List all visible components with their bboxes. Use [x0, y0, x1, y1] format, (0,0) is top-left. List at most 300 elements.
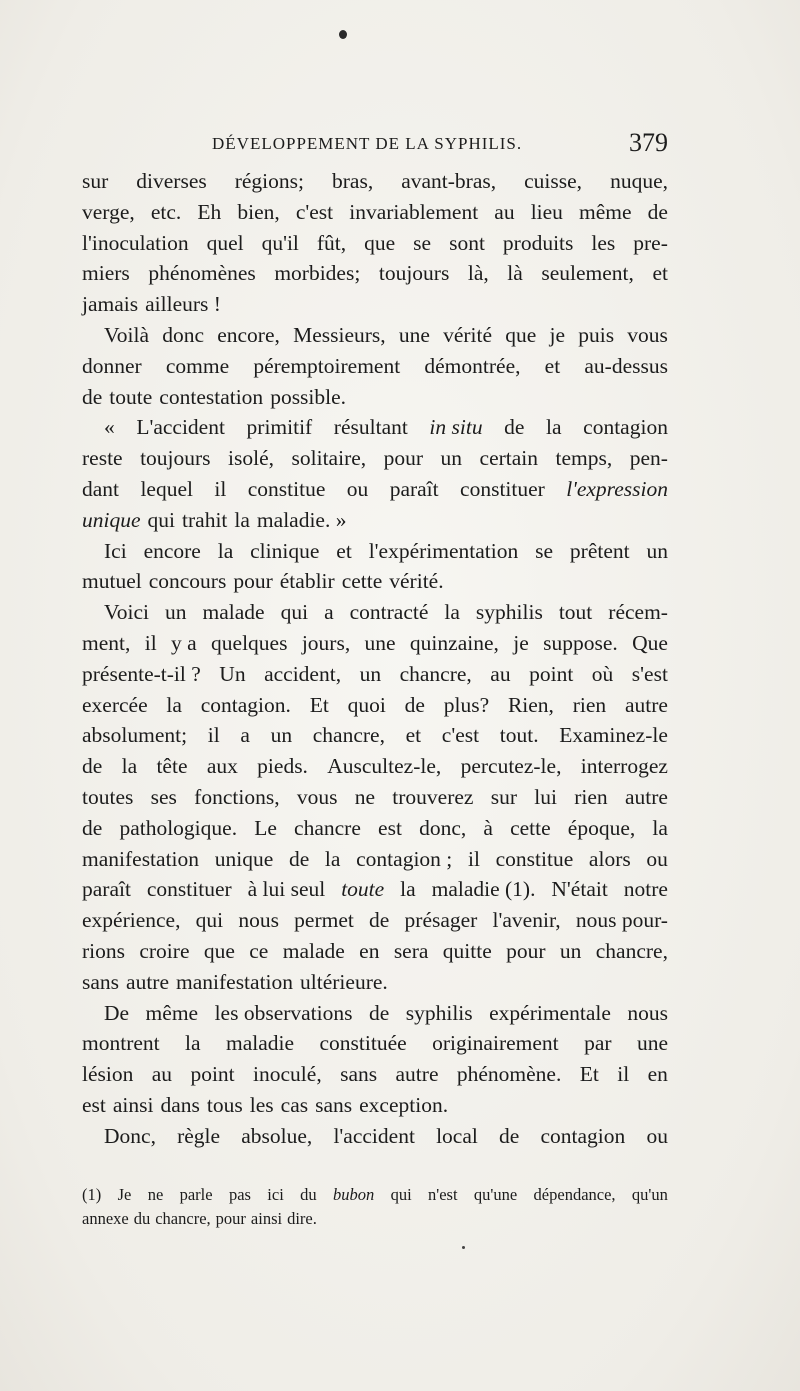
word: établir — [279, 569, 335, 594]
word: ainsi — [250, 1209, 283, 1228]
word: ainsi — [112, 1092, 154, 1117]
ink-dot — [339, 30, 347, 39]
word: démontrée, — [424, 353, 521, 378]
word: expérimentale — [489, 1000, 611, 1025]
word: L'accident — [136, 415, 225, 440]
word: primitif — [246, 415, 313, 440]
word: ultérieure. — [300, 969, 388, 994]
word: donner — [82, 353, 142, 378]
word: paraît — [82, 877, 131, 902]
word: qu'une — [473, 1185, 518, 1204]
word: trouverez — [392, 784, 474, 809]
body-line — [82, 1121, 668, 1152]
word: rions — [82, 938, 125, 963]
word: la — [400, 877, 416, 902]
word: certain — [479, 446, 539, 471]
word: concours — [148, 569, 227, 594]
word: quel — [206, 230, 244, 255]
word: là, — [467, 261, 489, 286]
footnote — [82, 1183, 668, 1231]
word: toute — [109, 384, 153, 409]
word: De — [104, 1000, 130, 1025]
word: exercée — [82, 692, 148, 717]
word: et — [544, 353, 561, 378]
word: qu'il — [261, 230, 299, 255]
word: possible. — [270, 384, 347, 409]
word: règle — [177, 1123, 221, 1148]
word: donc — [162, 322, 204, 347]
word: un — [359, 661, 382, 686]
word: autre — [126, 969, 169, 994]
word: et — [652, 261, 668, 286]
body-line — [82, 1090, 668, 1121]
word: contagion ; — [356, 846, 453, 871]
body-line — [82, 720, 668, 751]
word: « — [104, 415, 115, 440]
word: in situ — [429, 415, 483, 440]
word: c'est — [295, 199, 334, 224]
word: Voilà — [104, 322, 149, 347]
word: reste — [82, 446, 123, 471]
word: présente-t-il ? — [82, 661, 201, 686]
word: au — [494, 199, 515, 224]
word: aux — [206, 754, 238, 779]
word: dire. — [287, 1209, 317, 1228]
word: ou — [346, 476, 369, 501]
body-line — [82, 813, 668, 844]
word: l'accident — [333, 1123, 415, 1148]
body-line — [82, 258, 668, 289]
word: la — [546, 415, 562, 440]
word: point — [190, 1062, 235, 1087]
word: permet — [294, 908, 354, 933]
word: N'était — [551, 877, 608, 902]
word: la — [121, 754, 138, 779]
body-line — [82, 228, 668, 259]
word: phénomènes — [148, 261, 256, 286]
word: chancre, — [399, 661, 472, 686]
body-line — [82, 197, 668, 228]
word: fût, — [316, 230, 347, 255]
word: lésion — [82, 1062, 134, 1087]
word: l'avenir, — [492, 908, 561, 933]
body-line — [82, 412, 668, 443]
word: tête — [156, 754, 188, 779]
word: maladie (1). — [431, 877, 536, 902]
ink-speck — [462, 1246, 465, 1249]
word: de — [288, 846, 310, 871]
word: une — [398, 322, 430, 347]
word: exception. — [359, 1092, 449, 1117]
word: il — [617, 1062, 630, 1087]
word: malade — [202, 600, 265, 625]
body-line — [82, 782, 668, 813]
word: fonctions, — [194, 784, 280, 809]
body-line — [82, 166, 668, 197]
word: verge, — [82, 199, 135, 224]
word: bras, — [332, 169, 374, 193]
word: quitte — [442, 938, 492, 963]
word: contagion — [540, 1123, 626, 1148]
word: sur — [490, 784, 518, 809]
word: et — [336, 538, 352, 563]
word: il — [214, 476, 227, 501]
word: sans — [82, 969, 120, 994]
footnote-line — [82, 1207, 668, 1231]
word: les — [591, 230, 616, 255]
word: de — [404, 692, 425, 717]
word: ment, — [82, 630, 131, 655]
word: contagion — [583, 415, 668, 440]
word: un — [270, 723, 293, 748]
word: bubon — [332, 1185, 375, 1204]
word: est — [378, 815, 402, 840]
word: constituer — [460, 476, 545, 501]
word: comme — [165, 353, 230, 378]
word: miers — [82, 261, 130, 286]
word: lieu — [530, 199, 563, 224]
word: cuisse, — [524, 169, 583, 193]
word: lui — [534, 784, 557, 809]
word: dans — [160, 1092, 200, 1117]
word: mutuel — [82, 569, 142, 594]
word: à — [483, 815, 493, 840]
word: tous — [206, 1092, 243, 1117]
word: (1) — [82, 1185, 102, 1204]
word: qu'un — [631, 1185, 668, 1204]
word: tout — [558, 600, 593, 625]
word: inoculé, — [253, 1062, 322, 1087]
word: seulement, — [541, 261, 634, 286]
word: même — [579, 199, 632, 224]
body-text — [82, 166, 668, 1152]
word: manifestation — [82, 846, 200, 871]
word: la — [324, 846, 341, 871]
word: pour — [215, 1209, 246, 1228]
body-line — [82, 690, 668, 721]
word: sans — [315, 1092, 353, 1117]
word: la — [652, 815, 668, 840]
word: chancre, — [312, 723, 385, 748]
word: plus? — [443, 692, 490, 717]
word: toujours — [140, 446, 211, 471]
word: etc. — [150, 199, 182, 224]
word: phénomène. — [456, 1062, 562, 1087]
word: Et — [579, 1062, 599, 1087]
word: résultant — [333, 415, 408, 440]
word: Examinez-le — [559, 723, 668, 748]
word: il — [144, 630, 157, 655]
word: époque, — [567, 815, 636, 840]
word: de — [82, 815, 103, 840]
word: c'est — [441, 723, 480, 748]
word: syphilis — [405, 1000, 473, 1025]
word: syphilis — [475, 600, 543, 625]
word: cette — [341, 569, 383, 594]
word: y a — [171, 630, 197, 655]
word: qui — [280, 600, 309, 625]
word: Donc, — [104, 1123, 156, 1148]
word: unique — [214, 846, 274, 871]
body-line — [82, 967, 668, 998]
word: pieds. — [257, 754, 308, 779]
word: accident, — [264, 661, 342, 686]
word: les — [249, 1092, 274, 1117]
body-line — [82, 474, 668, 505]
word: de — [368, 1000, 390, 1025]
word: a — [240, 723, 250, 748]
word: absolue, — [241, 1123, 313, 1148]
word: constituée — [319, 1031, 407, 1056]
word: donc, — [419, 815, 467, 840]
word: que — [203, 938, 235, 963]
word: malade — [282, 938, 345, 963]
word: cas — [280, 1092, 309, 1117]
word: je — [549, 322, 566, 347]
body-line — [82, 998, 668, 1029]
word: vous — [296, 784, 338, 809]
word: la — [444, 600, 460, 625]
body-line — [82, 597, 668, 628]
word: contagion. — [200, 692, 291, 717]
word: cette — [510, 815, 551, 840]
word: l'inoculation — [82, 230, 189, 255]
word: avant-bras, — [401, 169, 497, 193]
word: pre- — [633, 230, 668, 255]
word: lequel — [140, 476, 193, 501]
running-title: DÉVELOPPEMENT DE LA SYPHILIS. — [212, 134, 523, 153]
word: qui — [147, 507, 176, 532]
word: encore, — [217, 322, 280, 347]
word: les observations — [214, 1000, 353, 1025]
word: Le — [254, 815, 277, 840]
word: croire — [139, 938, 190, 963]
word: au — [490, 661, 511, 686]
word: trahit — [182, 507, 228, 532]
word: chancre — [294, 815, 361, 840]
word: Ici — [104, 538, 127, 563]
word: par — [584, 1031, 612, 1056]
word: tout. — [499, 723, 539, 748]
word: quelques — [211, 630, 288, 655]
word: il — [207, 723, 220, 748]
word: du — [133, 1209, 151, 1228]
word: chancre, — [595, 938, 668, 963]
word: originairement — [432, 1031, 559, 1056]
word: contestation — [159, 384, 264, 409]
word: ce — [249, 938, 269, 963]
word: quinzaine, — [409, 630, 499, 655]
word: que — [505, 322, 537, 347]
word: de — [647, 199, 668, 224]
word: la — [217, 538, 234, 563]
word: a — [324, 600, 334, 625]
word: interrogez — [580, 754, 668, 779]
word: pas — [228, 1185, 251, 1204]
word: qui — [390, 1185, 412, 1204]
page-header — [212, 128, 668, 160]
word: sans — [340, 1062, 378, 1087]
word: n'est — [428, 1185, 458, 1204]
word: rien — [572, 692, 607, 717]
word: est — [82, 1092, 106, 1117]
word: un — [646, 538, 668, 563]
word: nous pour- — [575, 908, 668, 933]
word: régions; — [234, 169, 305, 193]
word: parle — [179, 1185, 213, 1204]
word: autre — [395, 1062, 439, 1087]
word: de — [499, 1123, 520, 1148]
word: invariablement — [349, 199, 479, 224]
word: chancre, — [155, 1209, 211, 1228]
word: Eh — [197, 199, 222, 224]
word: à lui seul — [247, 877, 326, 902]
word: un — [165, 600, 187, 625]
word: encore — [143, 538, 201, 563]
word: toutes — [82, 784, 134, 809]
word: pour — [233, 569, 273, 594]
word: Que — [632, 630, 668, 655]
word: pour — [383, 446, 424, 471]
word: point — [529, 661, 574, 686]
word: ses — [150, 784, 177, 809]
word: Je — [117, 1185, 132, 1204]
word: pour — [506, 938, 546, 963]
word: se — [413, 230, 432, 255]
body-line — [82, 351, 668, 382]
word: unique — [82, 507, 141, 532]
word: morbides; — [274, 261, 361, 286]
word: pen- — [629, 446, 668, 471]
word: de — [504, 415, 525, 440]
word: rien — [574, 784, 608, 809]
word: vérité. — [389, 569, 444, 594]
word: absolument; — [82, 723, 188, 748]
word: là — [507, 261, 523, 286]
word: Messieurs, — [293, 322, 386, 347]
word: toute — [341, 877, 385, 902]
word: dant — [82, 476, 120, 501]
body-line — [82, 289, 668, 320]
body-line — [82, 320, 668, 351]
body-line — [82, 443, 668, 474]
word: du — [300, 1185, 317, 1204]
word: toujours — [378, 261, 450, 286]
word: nuque, — [610, 169, 668, 193]
word: il — [467, 846, 480, 871]
word: pathologique. — [119, 815, 238, 840]
page-number: 379 — [629, 128, 668, 157]
word: au-dessus — [584, 353, 668, 378]
word: maladie. » — [256, 507, 347, 532]
word: produits — [502, 230, 574, 255]
word: que — [364, 230, 396, 255]
word: alors — [588, 846, 631, 871]
word: qui — [195, 908, 224, 933]
body-line — [82, 536, 668, 567]
word: Et — [309, 692, 329, 717]
word: montrent — [82, 1031, 160, 1056]
word: présager — [404, 908, 478, 933]
word: isolé, — [228, 446, 275, 471]
word: Voici — [104, 600, 149, 625]
word: bien, — [237, 199, 280, 224]
body-line — [82, 505, 668, 536]
body-line — [82, 1028, 668, 1059]
word: la — [166, 692, 182, 717]
word: ne — [354, 784, 376, 809]
word: la — [185, 1031, 201, 1056]
word: où — [591, 661, 614, 686]
body-line — [82, 382, 668, 413]
word: en — [359, 938, 380, 963]
word: vérité — [443, 322, 493, 347]
word: clinique — [250, 538, 320, 563]
word: jours, — [301, 630, 351, 655]
word: diverses — [136, 169, 207, 193]
word: de — [82, 754, 103, 779]
word: sera — [393, 938, 429, 963]
word: l'expérimentation — [368, 538, 519, 563]
word: une — [636, 1031, 668, 1056]
word: je — [513, 630, 529, 655]
body-line — [82, 905, 668, 936]
word: l'expression — [566, 476, 668, 501]
word: de — [82, 384, 103, 409]
word: un — [559, 938, 582, 963]
body-line — [82, 874, 668, 905]
body-line — [82, 936, 668, 967]
word: sont — [449, 230, 485, 255]
word: suppose. — [543, 630, 618, 655]
word: une — [364, 630, 396, 655]
word: quoi — [347, 692, 386, 717]
word: constitue — [495, 846, 574, 871]
body-line — [82, 1059, 668, 1090]
word: même — [145, 1000, 199, 1025]
footnote-line — [82, 1183, 668, 1207]
word: s'est — [631, 661, 668, 686]
word: manifestation — [176, 969, 294, 994]
word: nous — [627, 1000, 668, 1025]
word: constitue — [247, 476, 326, 501]
word: récem- — [608, 600, 668, 625]
body-line — [82, 566, 668, 597]
word: et — [405, 723, 422, 748]
word: paraît — [389, 476, 439, 501]
word: solitaire, — [291, 446, 367, 471]
word: contracté — [349, 600, 429, 625]
word: de — [369, 908, 390, 933]
word: Un — [219, 661, 246, 686]
word: autre — [624, 692, 668, 717]
word: prêtent — [569, 538, 630, 563]
word: se — [535, 538, 554, 563]
word: ailleurs ! — [145, 292, 221, 317]
word: Rien, — [507, 692, 554, 717]
word: la — [234, 507, 250, 532]
word: dépendance, — [533, 1185, 616, 1204]
word: ici — [267, 1185, 284, 1204]
word: annexe — [82, 1209, 129, 1228]
word: au — [151, 1062, 173, 1087]
word: maladie — [226, 1031, 295, 1056]
word: péremptoirement — [253, 353, 401, 378]
body-line — [82, 751, 668, 782]
word: ne — [147, 1185, 164, 1204]
word: nous — [238, 908, 279, 933]
word: jamais — [82, 292, 139, 317]
